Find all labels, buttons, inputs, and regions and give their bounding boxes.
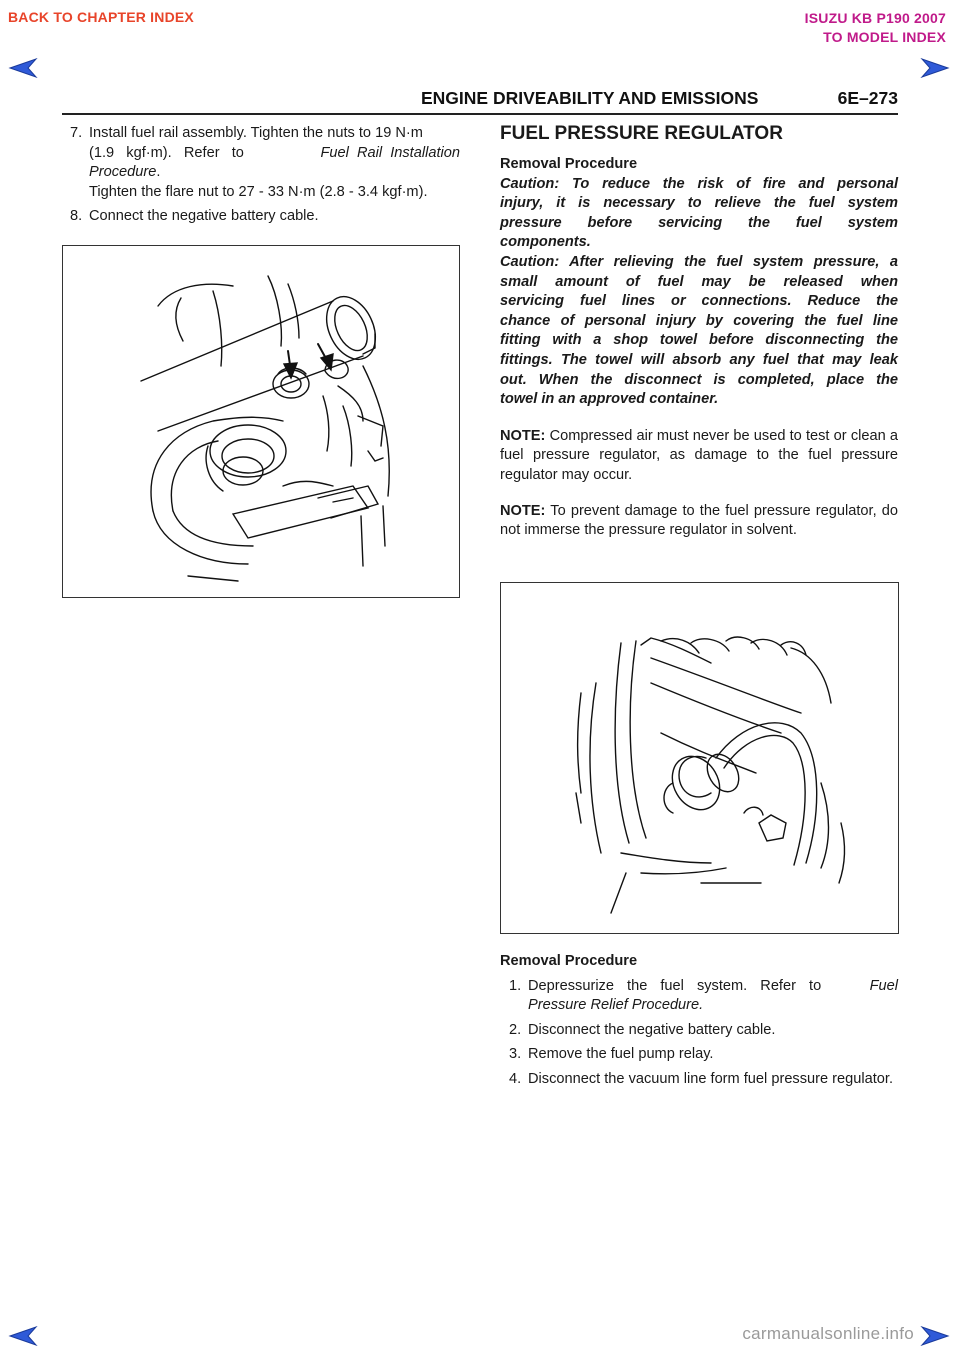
right-column bbox=[500, 122, 898, 541]
note-2-text: To prevent damage to the fuel pressure regulator, do not immerse the pressure regulator in solvent. bbox=[500, 502, 898, 539]
step-8 bbox=[70, 207, 460, 227]
removal-step-3-number: 3. bbox=[509, 1046, 522, 1063]
step-7-line4: Tighten the flare nut to 27 - 33 N·m (2.8 - 3.4 kgf·m). bbox=[89, 183, 428, 200]
pressure-regulator-figure bbox=[500, 582, 899, 934]
section-title: ENGINE DRIVEABILITY AND EMISSIONS bbox=[421, 88, 759, 108]
note-2-label: NOTE: bbox=[500, 502, 546, 519]
next-page-arrow-icon[interactable] bbox=[920, 58, 950, 78]
section-heading: FUEL PRESSURE REGULATOR bbox=[500, 123, 783, 144]
model-index-block bbox=[805, 9, 946, 47]
fuel-rail-figure bbox=[62, 245, 460, 598]
removal-step-1-text: Depressurize the fuel system. Refer to bbox=[528, 977, 822, 994]
header-rule bbox=[62, 113, 898, 115]
removal-heading: Removal Procedure bbox=[500, 156, 638, 172]
caution-2-line: fittings. The towel will absorb any fuel that may leak bbox=[500, 351, 898, 368]
caution-2-line: servicing fuel lines or connections. Reduce the bbox=[500, 293, 898, 310]
caution-1-line: components. bbox=[500, 234, 591, 251]
note-1-label: NOTE: bbox=[500, 427, 546, 444]
removal-step-1-number: 1. bbox=[509, 977, 522, 994]
removal-step-3-text: Remove the fuel pump relay. bbox=[528, 1046, 714, 1063]
step-7-line2 bbox=[89, 144, 460, 164]
removal-step-4 bbox=[500, 1070, 898, 1090]
prev-page-arrow-bottom-icon[interactable] bbox=[8, 1326, 38, 1346]
caution-1 bbox=[500, 175, 898, 253]
prev-page-arrow-icon[interactable] bbox=[8, 58, 38, 78]
caution-2-line: chance of personal injury by covering the fuel line bbox=[500, 312, 898, 329]
to-model-index-link[interactable]: TO MODEL INDEX bbox=[823, 29, 946, 45]
step-8-text: Connect the negative battery cable. bbox=[89, 208, 319, 225]
removal-step-2-text: Disconnect the negative battery cable. bbox=[528, 1021, 776, 1038]
removal-step-1 bbox=[500, 977, 898, 1016]
caution-2-line: out. When the disconnect is completed, place the bbox=[500, 371, 898, 388]
back-to-chapter-link[interactable] bbox=[8, 9, 194, 25]
note-1 bbox=[500, 427, 898, 486]
caution-2-line: fitting with a shop towel before disconnecting the bbox=[500, 332, 898, 349]
caution-1-line: injury, it is necessary to relieve the fuel system bbox=[500, 195, 898, 212]
step-7-period: . bbox=[156, 164, 161, 181]
removal-step-1-ref[interactable]: Pressure Relief Procedure. bbox=[528, 997, 704, 1014]
removal-heading-2: Removal Procedure bbox=[500, 953, 638, 969]
caution-2-line: small amount of fuel may be released when bbox=[500, 273, 898, 290]
pressure-regulator-illustration bbox=[501, 583, 898, 933]
caution-2-line: Caution: After relieving the fuel system pressure, a bbox=[500, 253, 898, 270]
removal-step-1-line1 bbox=[528, 977, 898, 997]
removal-step-3 bbox=[500, 1045, 898, 1065]
removal-step-4-text: Disconnect the vacuum line form fuel pressure regulator. bbox=[528, 1070, 894, 1087]
left-column bbox=[70, 124, 460, 227]
removal-step-2 bbox=[500, 1021, 898, 1041]
step-7-line2-text: (1.9 kgf·m). Refer to bbox=[89, 144, 244, 161]
note-1-text: Compressed air must never be used to test or clean a fuel pressure regulator, as damage to the fuel pressure regulator may occur. bbox=[500, 427, 898, 483]
back-to-chapter-label[interactable]: BACK TO CHAPTER INDEX bbox=[8, 9, 194, 25]
removal-step-4-number: 4. bbox=[509, 1070, 522, 1087]
step-7-ref-end[interactable]: Procedure bbox=[89, 164, 157, 181]
caution-1-line: pressure before servicing the fuel system bbox=[500, 214, 898, 231]
step-7 bbox=[70, 124, 460, 202]
step-7-line1: Install fuel rail assembly. Tighten the nuts to 19 N·m bbox=[89, 125, 423, 141]
next-page-arrow-bottom-icon[interactable] bbox=[920, 1326, 950, 1346]
page-number: 6E–273 bbox=[837, 88, 898, 108]
step-8-number: 8. bbox=[70, 208, 83, 225]
note-2 bbox=[500, 502, 898, 541]
caution-2 bbox=[500, 253, 898, 410]
step-7-ref[interactable]: Fuel Rail Installation bbox=[320, 144, 460, 161]
removal-step-2-number: 2. bbox=[509, 1021, 522, 1038]
removal-step-1-ref-a[interactable]: Fuel bbox=[869, 977, 898, 994]
caution-1-line: Caution: To reduce the risk of fire and personal bbox=[500, 175, 898, 192]
fuel-rail-illustration bbox=[63, 246, 459, 597]
model-name: ISUZU KB P190 2007 bbox=[804, 10, 946, 26]
watermark: carmanualsonline.info bbox=[742, 1324, 914, 1343]
removal-steps bbox=[500, 952, 898, 1090]
step-7-number: 7. bbox=[70, 125, 83, 141]
caution-2-line: towel in an approved container. bbox=[500, 391, 719, 408]
step-7-line3 bbox=[89, 163, 460, 183]
